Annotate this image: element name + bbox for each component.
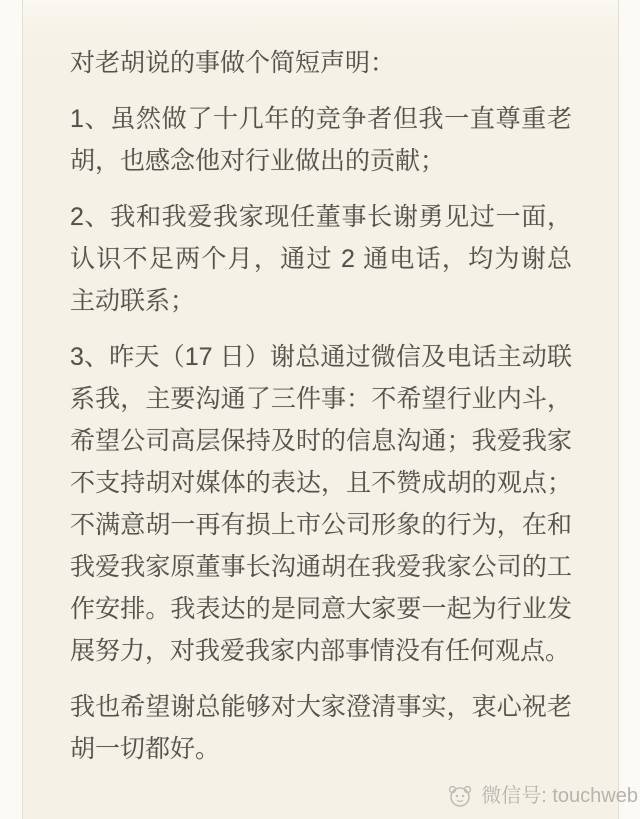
statement-paragraph: 我也希望谢总能够对大家澄清事实，衷心祝老胡一切都好。 (70, 693, 572, 763)
statement-paragraph: 1、虽然做了十几年的竞争者但我一直尊重老胡，也感念他对行业做出的贡献； (70, 105, 572, 175)
statement-body (70, 42, 572, 784)
statement-paragraphs (70, 98, 572, 770)
statement-title: 对老胡说的事做个简短声明： (70, 49, 396, 77)
statement-page (22, 0, 619, 819)
statement-paragraph: 2、我和我爱我家现任董事长谢勇见过一面，认识不足两个月，通过 2 通电话，均为谢总主动联系； (70, 203, 572, 315)
touchweb-mascot-icon (444, 782, 474, 809)
statement-paragraph: 3、昨天（17 日）谢总通过微信及电话主动联系我，主要沟通了三件事：不希望行业内斗，希望公司高层保持及时的信息沟通；我爱我家不支持胡对媒体的表达，且不赞成胡的观点；不满意胡一再有损上市公司形象的行为，在和我爱我家原董事长沟通胡在我爱我家公司的工作安排。我表达的是同意大家要一起为行业发展努力，对我爱我家内部事情没有任何观点。 (70, 343, 572, 665)
watermark (444, 782, 638, 809)
watermark-label: 微信号: touchweb (481, 784, 638, 807)
